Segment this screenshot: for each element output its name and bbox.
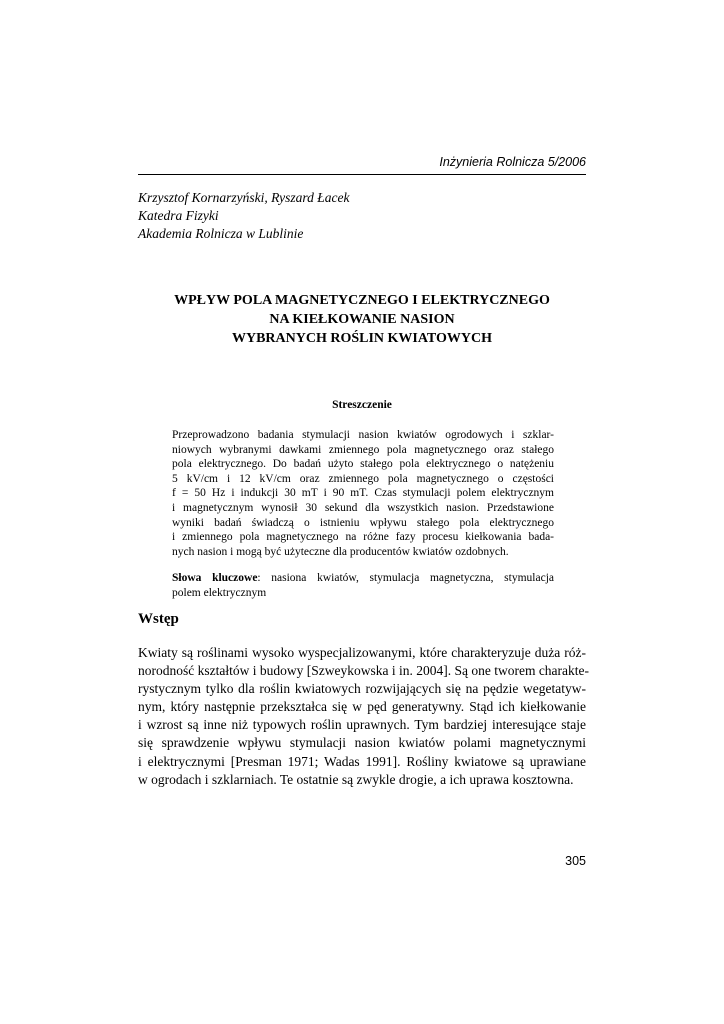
abstract-line: i magnetycznym wynosił 30 sekund dla wszystkich nasion. Przedstawione bbox=[172, 501, 554, 514]
abstract-line: niowych wybranymi dawkami zmiennego pola magnetycznego oraz stałego bbox=[172, 443, 554, 456]
abstract-line: 5 kV/cm i 12 kV/cm oraz zmiennego pola magnetycznego o częstości bbox=[172, 472, 554, 485]
keywords-line: polem elektrycznym bbox=[172, 586, 267, 599]
body-line: i wzrost są inne niż typowych roślin uprawnych. Tym bardziej interesujące staje bbox=[138, 717, 586, 733]
author-names: Krzysztof Kornarzyński, Ryszard Łacek bbox=[138, 190, 350, 205]
abstract-heading: Streszczenie bbox=[332, 399, 392, 411]
abstract-line: f = 50 Hz i indukcji 30 mT i 90 mT. Czas stymulacji polem elektrycznym bbox=[172, 487, 554, 500]
body-line: nym, który następnie przekształca się w pęd generatywny. Stąd ich kiełkowanie bbox=[138, 699, 586, 715]
author-block bbox=[138, 189, 350, 243]
body-line: Kwiaty są roślinami wysoko wyspecjalizowanymi, które charakteryzuje duża róż- bbox=[138, 645, 586, 660]
body-paragraph bbox=[138, 644, 590, 789]
body-line: norodność kształtów i budowy [Szweykowska i in. 2004]. Są one tworem charakte- bbox=[138, 663, 590, 679]
title-line: WPŁYW POLA MAGNETYCZNEGO I ELEKTRYCZNEGO bbox=[174, 293, 550, 308]
journal-header: Inżynieria Rolnicza 5/2006 bbox=[439, 155, 586, 169]
abstract-line: wyniki badań świadczą o istnieniu wpływu stałego pola elektrycznego bbox=[172, 516, 554, 529]
keywords-list: : nasiona kwiatów, stymulacja magnetyczna, stymulacja bbox=[257, 572, 554, 584]
title-line: NA KIEŁKOWANIE NASION bbox=[269, 312, 455, 327]
section-heading: Wstęp bbox=[138, 611, 179, 627]
page-number: 305 bbox=[565, 854, 586, 868]
abstract-line: nych nasion i mogą być użyteczne dla producentów kwiatów ozdobnych. bbox=[172, 545, 509, 558]
body-line: w ogrodach i szklarniach. Te ostatnie są zwykle drogie, a ich uprawa kosztowna. bbox=[138, 771, 574, 787]
abstract-line: Przeprowadzono badania stymulacji nasion kwiatów ogrodowych i szklar- bbox=[172, 429, 554, 441]
header-rule bbox=[138, 174, 586, 175]
abstract-line: i zmiennego pola magnetycznego na różne fazy procesu kiełkowania bada- bbox=[172, 531, 554, 544]
keywords bbox=[172, 571, 554, 600]
abstract-text bbox=[172, 428, 554, 559]
paper-title bbox=[138, 291, 586, 348]
keywords-label: Słowa kluczowe bbox=[172, 572, 258, 584]
author-institution: Akademia Rolnicza w Lublinie bbox=[138, 226, 304, 241]
body-line: się sprawdzenie wpływu stymulacji nasion kwiatów polami magnetycznymi bbox=[138, 735, 586, 751]
keywords-line bbox=[172, 571, 554, 586]
body-line: rystycznym tylko dla roślin kwiatowych rozwijających się na pędzie wegetatyw- bbox=[138, 681, 586, 697]
author-department: Katedra Fizyki bbox=[138, 208, 219, 223]
title-line: WYBRANYCH ROŚLIN KWIATOWYCH bbox=[231, 331, 493, 346]
abstract-line: pola elektrycznego. Do badań użyto stałego pola elektrycznego o natężeniu bbox=[172, 458, 554, 471]
body-line: i elektrycznymi [Presman 1971; Wadas 1991]. Rośliny kwiatowe są uprawiane bbox=[138, 753, 586, 769]
